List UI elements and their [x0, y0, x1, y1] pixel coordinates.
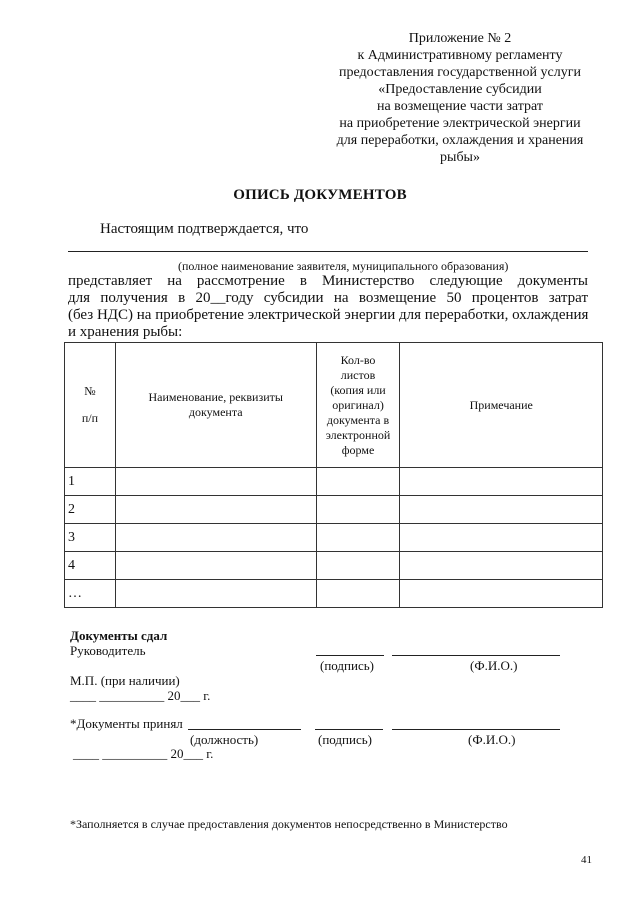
- header-number-bottom: п/п: [81, 411, 99, 425]
- header-count: [316, 343, 400, 468]
- table-header-row: [65, 343, 603, 468]
- applicant-hint: (полное наименование заявителя, муниципального образования): [178, 259, 509, 273]
- applicant-name-line[interactable]: [68, 251, 588, 252]
- handed-date[interactable]: ____ __________ 20___ г.: [70, 688, 211, 703]
- accepted-signature-line[interactable]: [315, 729, 383, 730]
- header-count-line: Кол-во: [340, 352, 376, 367]
- row-name-cell[interactable]: [115, 496, 316, 524]
- appendix-line: рыбы»: [440, 150, 480, 165]
- header-name: [115, 343, 316, 468]
- paragraph-line: представляет на рассмотрение в Министерство следующие документы: [68, 273, 588, 289]
- row-number: 2: [65, 496, 116, 524]
- stamp-label: М.П. (при наличии): [70, 673, 180, 688]
- head-signature-line[interactable]: [316, 655, 384, 656]
- appendix-line: «Предоставление субсидии: [378, 82, 542, 97]
- page-number: 41: [581, 854, 592, 866]
- row-number: 3: [65, 524, 116, 552]
- position-caption: (должность): [190, 732, 259, 747]
- paragraph-line: (без НДС) на приобретение электрической энергии для переработки, охлаждения: [68, 307, 589, 323]
- appendix-line: на приобретение электрической энергии: [339, 116, 581, 131]
- table-row: [65, 524, 603, 552]
- appendix-line: предоставления государственной услуги: [339, 65, 581, 80]
- accepted-position-line[interactable]: [188, 729, 301, 730]
- head-fio-caption: (Ф.И.О.): [470, 658, 518, 673]
- row-count-cell[interactable]: [316, 524, 400, 552]
- row-note-cell[interactable]: [400, 468, 603, 496]
- appendix-line: к Административному регламенту: [357, 48, 563, 63]
- row-count-cell[interactable]: [316, 496, 400, 524]
- appendix-header: [315, 30, 605, 166]
- table-row: [65, 552, 603, 580]
- header-count-line: документа в: [326, 412, 390, 427]
- header-count-line: (копия или: [330, 382, 386, 397]
- row-count-cell[interactable]: [316, 580, 400, 608]
- paragraph-line: и хранения рыбы:: [68, 324, 183, 340]
- row-note-cell[interactable]: [400, 552, 603, 580]
- accepted-fio-line[interactable]: [392, 729, 560, 730]
- header-count-line: оригинал): [332, 397, 384, 412]
- header-count-line: форме: [341, 442, 375, 457]
- head-signature-caption: (подпись): [320, 658, 374, 673]
- appendix-line: для переработки, охлаждения и хранения: [336, 133, 584, 148]
- accepted-label: *Документы принял: [70, 716, 183, 731]
- confirm-text: Настоящим подтверждается, что: [100, 221, 309, 237]
- row-name-cell[interactable]: [115, 580, 316, 608]
- table-row: [65, 580, 603, 608]
- handed-heading: Документы сдал: [70, 628, 168, 643]
- head-label: Руководитель: [70, 643, 146, 658]
- row-name-cell[interactable]: [115, 552, 316, 580]
- row-name-cell[interactable]: [115, 468, 316, 496]
- row-note-cell[interactable]: [400, 580, 603, 608]
- row-number: 1: [65, 468, 116, 496]
- row-name-cell[interactable]: [115, 524, 316, 552]
- table-row: [65, 496, 603, 524]
- accepted-fio-caption: (Ф.И.О.): [468, 732, 516, 747]
- paragraph-line: для получения в 20__году субсидии на возмещение 50 процентов затрат: [68, 290, 588, 306]
- row-note-cell[interactable]: [400, 496, 603, 524]
- appendix-line: на возмещение части затрат: [376, 99, 544, 114]
- row-note-cell[interactable]: [400, 524, 603, 552]
- table-row: [65, 468, 603, 496]
- header-name-text: Наименование, реквизиты документа: [148, 390, 283, 419]
- row-number: 4: [65, 552, 116, 580]
- header-number-top: №: [84, 384, 96, 398]
- header-count-line: листов: [340, 367, 376, 382]
- appendix-line: Приложение № 2: [408, 31, 512, 46]
- document-title: ОПИСЬ ДОКУМЕНТОВ: [233, 187, 407, 203]
- row-count-cell[interactable]: [316, 552, 400, 580]
- accepted-date[interactable]: ____ __________ 20___ г.: [73, 746, 214, 761]
- footnote: *Заполняется в случае предоставления документов непосредственно в Министерство: [70, 817, 508, 831]
- accepted-signature-caption: (подпись): [318, 732, 372, 747]
- row-number: …: [65, 580, 116, 608]
- header-count-line: электронной: [325, 427, 391, 442]
- intro-paragraph: [68, 273, 588, 341]
- header-note: [400, 343, 603, 468]
- documents-table: [64, 342, 603, 608]
- header-note-text: Примечание: [469, 397, 533, 412]
- header-number: [65, 343, 116, 468]
- row-count-cell[interactable]: [316, 468, 400, 496]
- head-fio-line[interactable]: [392, 655, 560, 656]
